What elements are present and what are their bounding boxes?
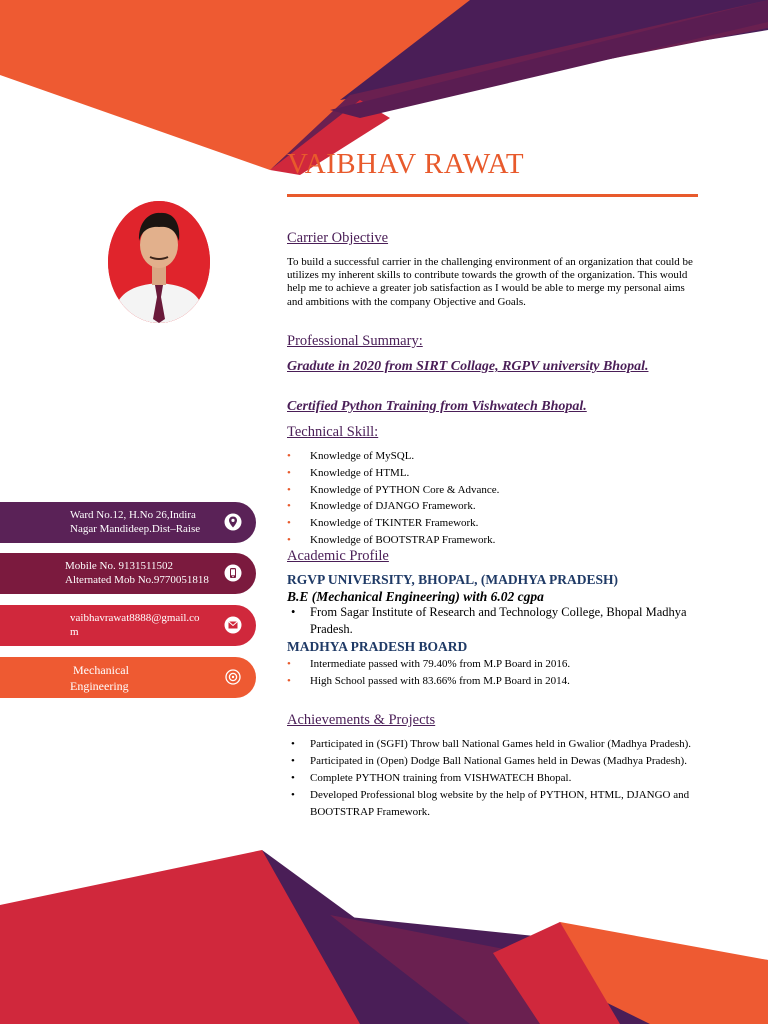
summary-heading: Professional Summary:: [287, 333, 423, 349]
list-item: • Knowledge of TKINTER Framework.: [287, 515, 707, 532]
objective-text: To build a successful carrier in the challenging environment of an organization that could be utilizes my inherent skills to contribute towards the growth of the organization. This would help me to achieve a greater job satisfaction as I would be able to merge my personal aims and ambitions with the company Objective and Goals.: [287, 256, 693, 308]
mobile-primary: Mobile No. 9131511502: [65, 560, 174, 572]
list-item: • Knowledge of DJANGO Framework.: [287, 498, 707, 515]
address-line-1: Ward No.12, H.No 26,Indira: [70, 509, 196, 521]
list-item: • Complete PYTHON training from VISHWATECH Bhopal.: [287, 770, 707, 787]
skills-list: [287, 448, 707, 549]
field-pill: [0, 657, 256, 698]
skills-heading: Technical Skill:: [287, 424, 379, 440]
address-line-2: Nagar Mandideep.Dist–Raise: [70, 522, 201, 535]
board-list: [287, 656, 707, 690]
gear-icon: [224, 668, 242, 686]
candidate-name: VAIBHAV RAWAT: [287, 148, 525, 180]
board-name: MADHYA PRADESH BOARD: [287, 639, 468, 654]
profile-photo: [108, 201, 210, 323]
address-pill: [0, 502, 256, 543]
list-item: • Knowledge of BOOTSTRAP Framework.: [287, 532, 707, 549]
list-item: • High School passed with 83.66% from M.P Board in 2014.: [287, 673, 707, 690]
list-item: • Intermediate passed with 79.40% from M.P Board in 2016.: [287, 656, 707, 673]
phone-icon: [224, 564, 242, 582]
email-line-2: m: [70, 625, 79, 638]
degree: B.E (Mechanical Engineering) with 6.02 cgpa: [287, 589, 544, 604]
list-item: • Participated in (SGFI) Throw ball National Games held in Gwalior (Madhya Pradesh).: [287, 736, 707, 753]
list-item: • Participated in (Open) Dodge Ball National Games held in Dewas (Madhya Pradesh).: [287, 753, 707, 770]
summary-graduation: Gradute in 2020 from SIRT Collage, RGPV university Bhopal.: [287, 359, 649, 374]
list-item: • Knowledge of HTML.: [287, 465, 707, 482]
field-line-2: Engineering: [70, 678, 129, 693]
list-item: • Developed Professional blog website by the help of PYTHON, HTML, DJANGO and BOOTSTRAP Framework.: [287, 787, 707, 821]
list-item: • From Sagar Institute of Research and Technology College, Bhopal Madhya Pradesh.: [287, 604, 687, 637]
academic-heading: Academic Profile: [287, 548, 389, 564]
email-pill: [0, 605, 256, 646]
list-item: • Knowledge of PYTHON Core & Advance.: [287, 482, 707, 499]
name-underline: [287, 194, 698, 197]
email-line-1: vaibhavrawat8888@gmail.co: [70, 612, 200, 624]
mail-icon: [224, 616, 242, 634]
location-pin-icon: [224, 513, 242, 531]
objective-heading: Carrier Objective: [287, 230, 389, 246]
college-list: [287, 604, 687, 637]
achievements-list: [287, 736, 707, 821]
university-name: RGVP UNIVERSITY, BHOPAL, (MADHYA PRADESH): [287, 572, 619, 587]
field-line-1: Mechanical: [70, 662, 129, 677]
list-item: • Knowledge of MySQL.: [287, 448, 707, 465]
mobile-pill: [0, 553, 256, 594]
person-photo-icon: [108, 201, 210, 323]
mobile-alternate: Alternated Mob No.9770051818: [65, 573, 209, 586]
achievements-heading: Achievements & Projects: [287, 712, 436, 728]
summary-certification: Certified Python Training from Vishwatech Bhopal.: [287, 399, 587, 414]
